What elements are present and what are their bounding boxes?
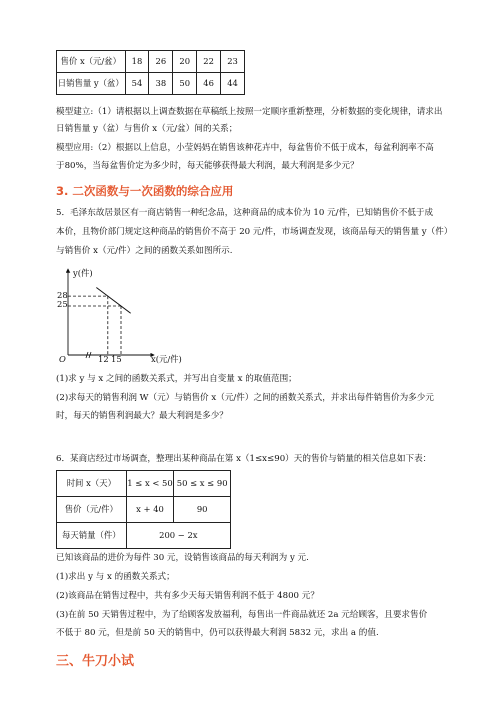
q5-sub-2-line-1: (2)求每天的销售利润 W（元）与销售价 x（元/件）之间的函数关系式，并求出每件销售价为多少元 (56, 393, 434, 403)
q5-line-2: 本价，且物价部门规定这种商品的销售价不高于 20 元/件，市场调查发现，该商品每天的销售量 y（件） (56, 227, 453, 237)
section-heading-three: 三、牛刀小试 (56, 654, 135, 669)
model-apply-line-2: 于80%，当每盆售价定为多少时，每天能够获得最大利润，最大利润是多少元？ (56, 161, 359, 171)
model-build-line-1: 模型建立:（1）请根据以上调查数据在草稿纸上按照一定顺序重新整理，分析数据的变化规律，请求出 (56, 107, 443, 117)
q6-sales-label: 每天销量（件） (57, 523, 127, 549)
price-cell: 22 (197, 51, 221, 73)
q5-sub-2-line-2: 时，每天的销售利润最大？最大利润是多少？ (56, 411, 228, 421)
sales-cell: 44 (221, 73, 245, 95)
q6-price-label: 售价（元/件） (57, 497, 127, 523)
q6-sub-1: (1)求出 y 与 x 的函数关系式； (56, 572, 175, 582)
price-cell: 23 (221, 51, 245, 73)
x-axis-label: x(元/件) (151, 354, 182, 364)
sales-cell: 38 (149, 73, 173, 95)
function-line (96, 288, 130, 314)
q6-header-label: 时间 x（天） (57, 471, 127, 497)
price-cell: 20 (173, 51, 197, 73)
price-sales-table (56, 50, 245, 95)
x-tick-label: 12 (98, 354, 109, 364)
q5-line-1: 5．毛泽东故居景区有一商店销售一种纪念品，这种商品的成本价为 10 元/件，已知销售价不低于成 (56, 208, 434, 218)
q6-price-col1: x + 40 (126, 497, 174, 523)
model-apply-line-1: 模型应用:（2）根据以上信息，小莹妈妈在销售该种花卉中，每盆售价不低于成本，每盆利润率不高 (56, 143, 434, 153)
q6-col2-header: 50 ≤ x ≤ 90 (174, 471, 231, 497)
q6-sub-2: (2)该商品在销售过程中，共有多少天每天销售利润不低于 4800 元？ (56, 591, 319, 601)
price-row-label: 售价 x（元/盆） (57, 51, 126, 73)
price-cell: 26 (149, 51, 173, 73)
sales-cell: 54 (125, 73, 149, 95)
q5-function-graph (56, 265, 206, 370)
q6-price-col2: 90 (174, 497, 231, 523)
q6-sub-3-line-2: 不低于 80 元，但是前 50 天的销售中，仍可以获得最大利润 5832 元，求出 a 的值. (56, 628, 379, 638)
q6-given: 已知该商品的进价为每件 30 元，设销售该商品的每天利润为 y 元. (56, 553, 309, 563)
sales-cell: 46 (197, 73, 221, 95)
y-axis-label: y(件) (73, 268, 93, 278)
q6-sub-3-line-1: (3)在前 50 天销售过程中，为了给顾客发放福利，每售出一件商品就还 2a 元给顾客，且要求售价 (56, 610, 428, 620)
y-tick-label: 25 (57, 299, 68, 309)
y-tick-label: 28 (57, 290, 68, 300)
sales-row-label: 日销售量 y（盆） (57, 73, 126, 95)
q5-sub-1: (1)求 y 与 x 之间的函数关系式，并写出自变量 x 的取值范围； (56, 374, 297, 384)
origin-label: O (59, 354, 66, 364)
section-heading-3: 3. 二次函数与一次函数的综合应用 (56, 184, 234, 198)
q6-intro: 6．某商店经过市场调查，整理出某种商品在第 x（1≤x≤90）天的售价与销量的相关信息如下表： (56, 454, 432, 464)
q6-sales-value: 200 − 2x (126, 523, 230, 549)
q6-col1-header: 1 ≤ x < 50 (126, 471, 174, 497)
price-cell: 18 (125, 51, 149, 73)
q6-info-table (56, 470, 231, 549)
x-tick-label: 15 (111, 354, 122, 364)
sales-cell: 50 (173, 73, 197, 95)
q5-line-3: 与销售价 x（元/件）之间的函数关系如图所示. (56, 246, 233, 256)
model-build-line-2: 日销售量 y（盆）与售价 x（元/盆）间的关系； (56, 124, 238, 134)
